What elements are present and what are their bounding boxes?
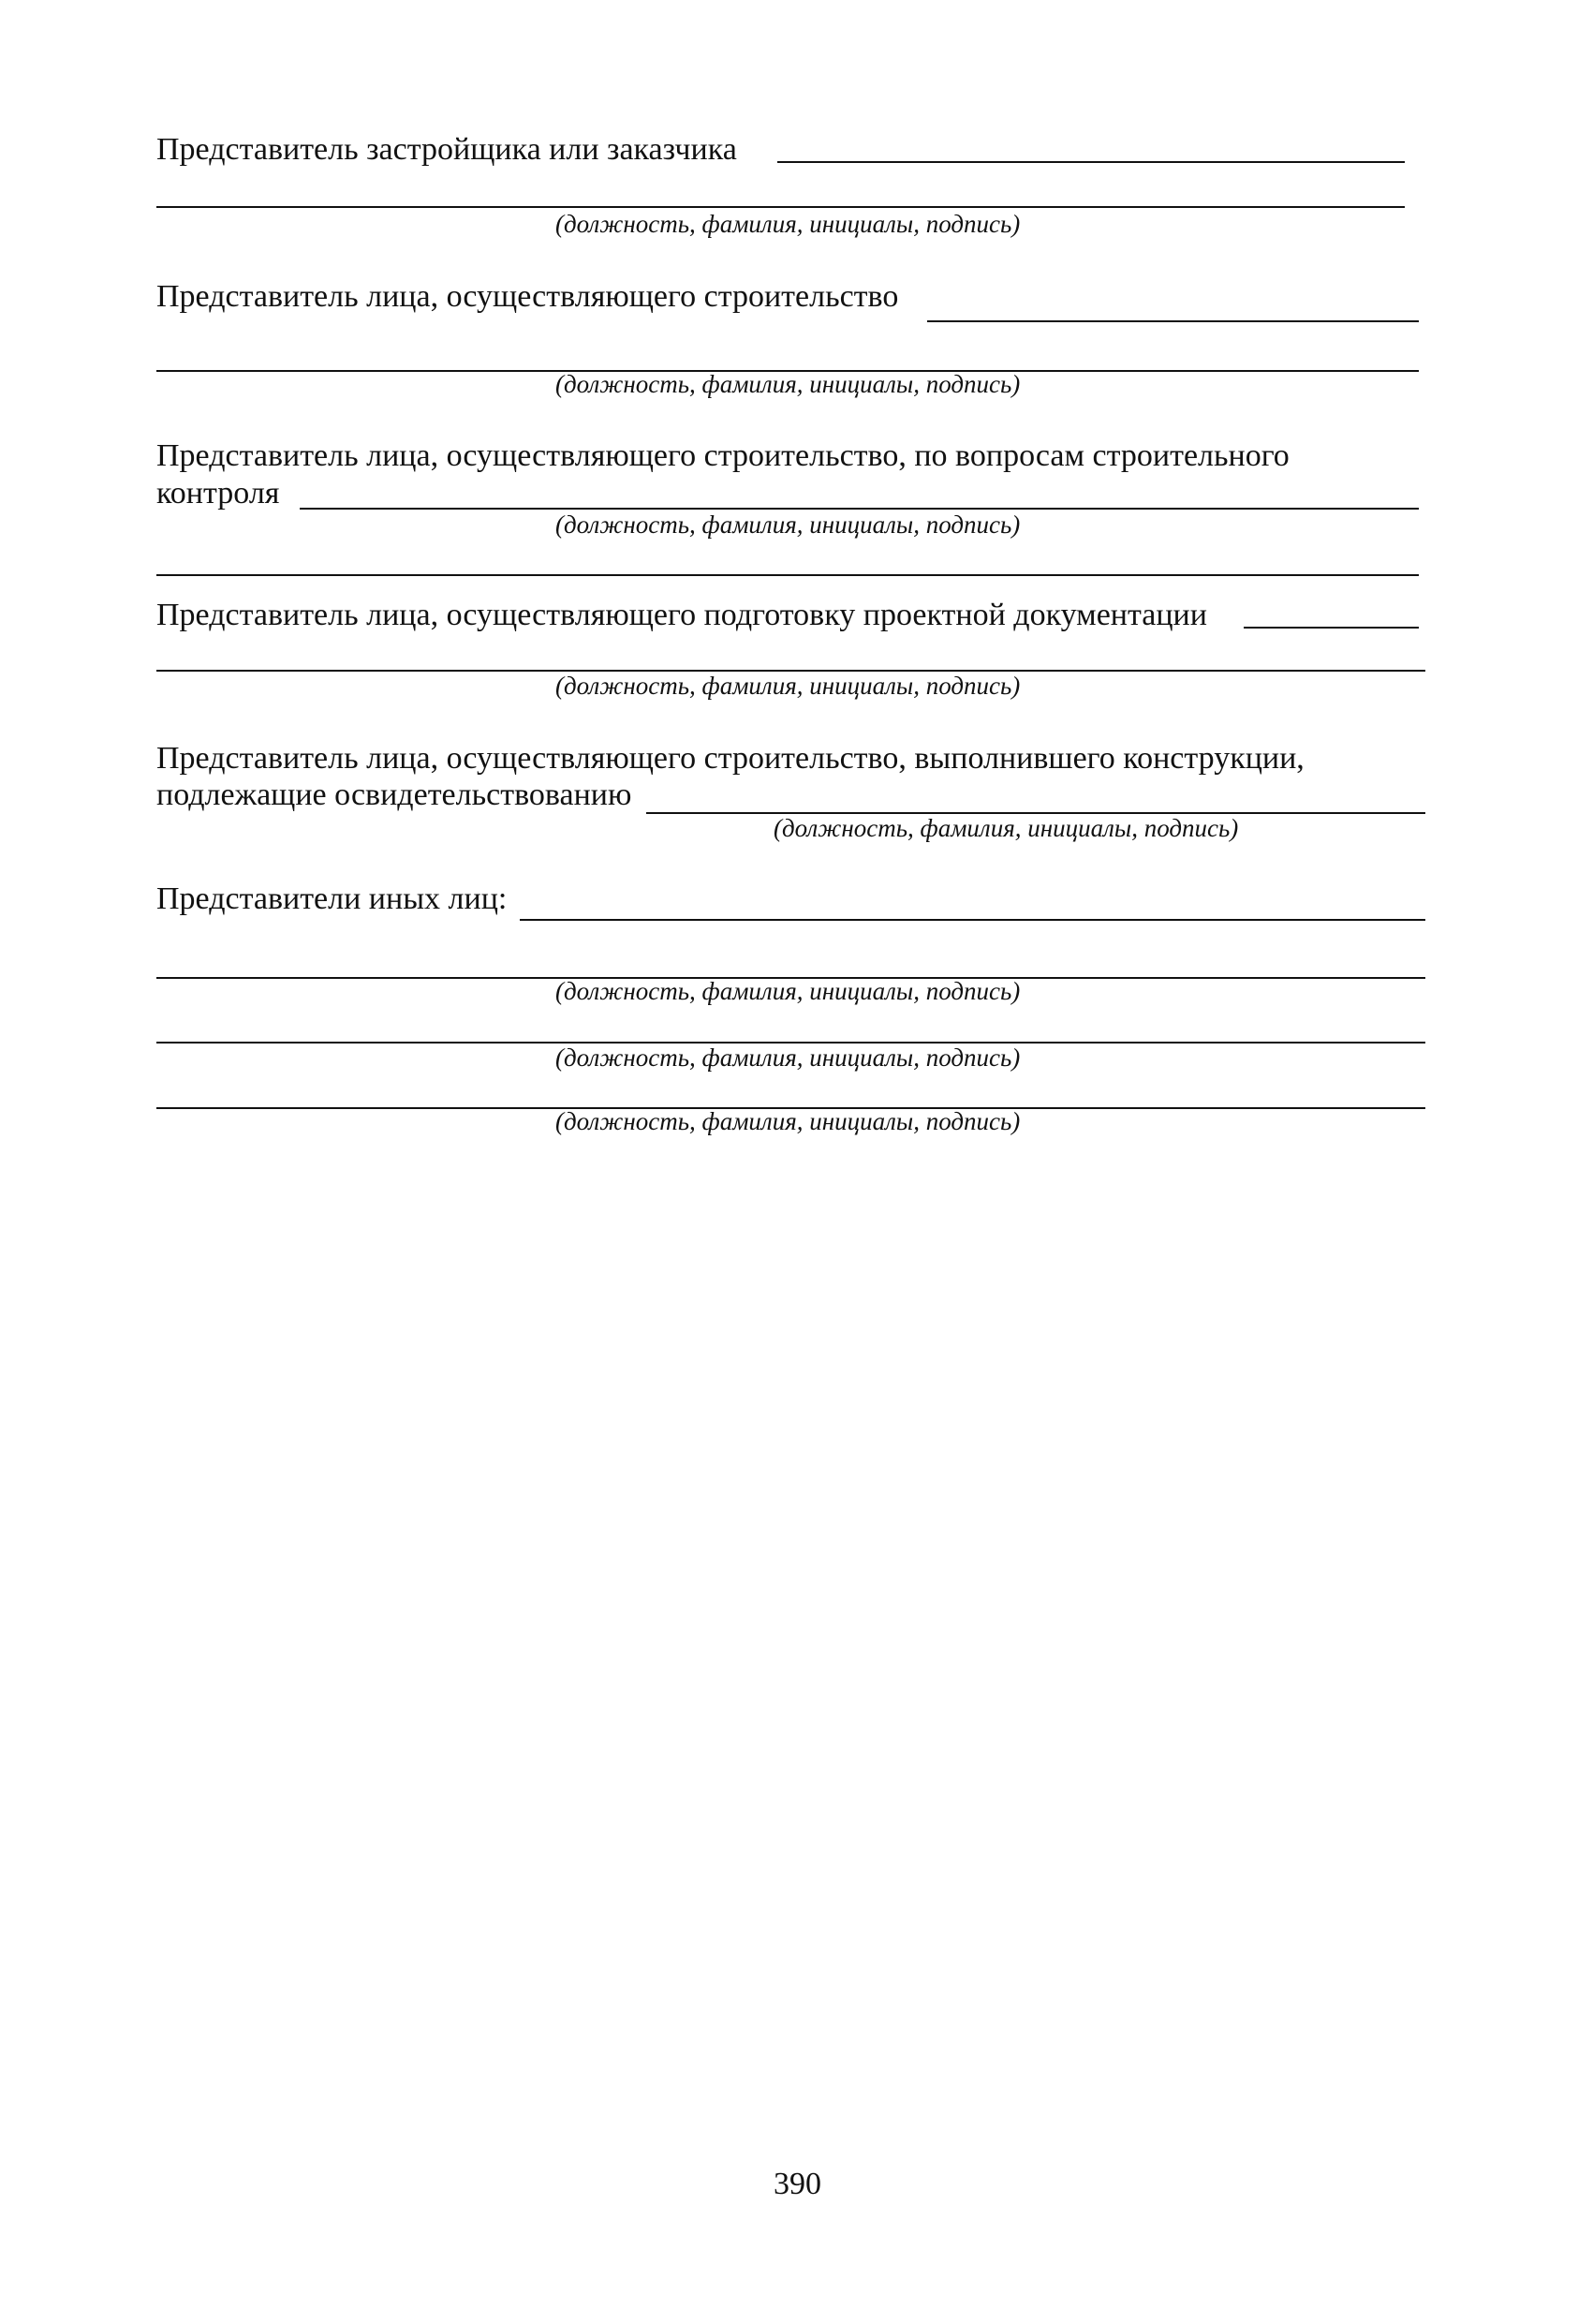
signature-caption: (должность, фамилия, инициалы, подпись) [555, 1044, 1021, 1072]
signature-caption: (должность, фамилия, инициалы, подпись) [774, 814, 1239, 842]
signature-caption: (должность, фамилия, инициалы, подпись) [555, 210, 1021, 238]
construction-control-representative-label-line1: Представитель лица, осуществляющего строительство, по вопросам строительного [156, 438, 1290, 473]
signature-caption: (должность, фамилия, инициалы, подпись) [555, 370, 1021, 398]
builder-representative-field[interactable] [927, 320, 1419, 322]
construction-control-representative-field[interactable] [300, 508, 1419, 510]
developer-representative-label: Представитель застройщика или заказчика [156, 132, 737, 167]
page-number: 390 [774, 2167, 821, 2201]
signature-caption: (должность, фамилия, инициалы, подпись) [555, 672, 1021, 700]
design-representative-label: Представитель лица, осуществляющего подготовку проектной документации [156, 598, 1207, 632]
executing-builder-representative-label-line2: подлежащие освидетельствованию [156, 777, 632, 812]
signature-caption: (должность, фамилия, инициалы, подпись) [555, 1107, 1021, 1135]
developer-representative-field[interactable] [777, 161, 1405, 163]
executing-builder-representative-label-line1: Представитель лица, осуществляющего строительство, выполнившего конструкции, [156, 741, 1305, 776]
construction-control-representative-extra-line[interactable] [156, 574, 1419, 576]
other-representatives-label: Представители иных лиц: [156, 881, 508, 916]
construction-control-representative-label-line2: контроля [156, 476, 280, 511]
signature-caption: (должность, фамилия, инициалы, подпись) [555, 511, 1021, 539]
other-representatives-field[interactable] [520, 919, 1425, 921]
builder-representative-label: Представитель лица, осуществляющего строительство [156, 279, 899, 314]
developer-representative-signature-line[interactable] [156, 206, 1405, 208]
signature-caption: (должность, фамилия, инициалы, подпись) [555, 977, 1021, 1005]
design-representative-field[interactable] [1244, 627, 1419, 629]
